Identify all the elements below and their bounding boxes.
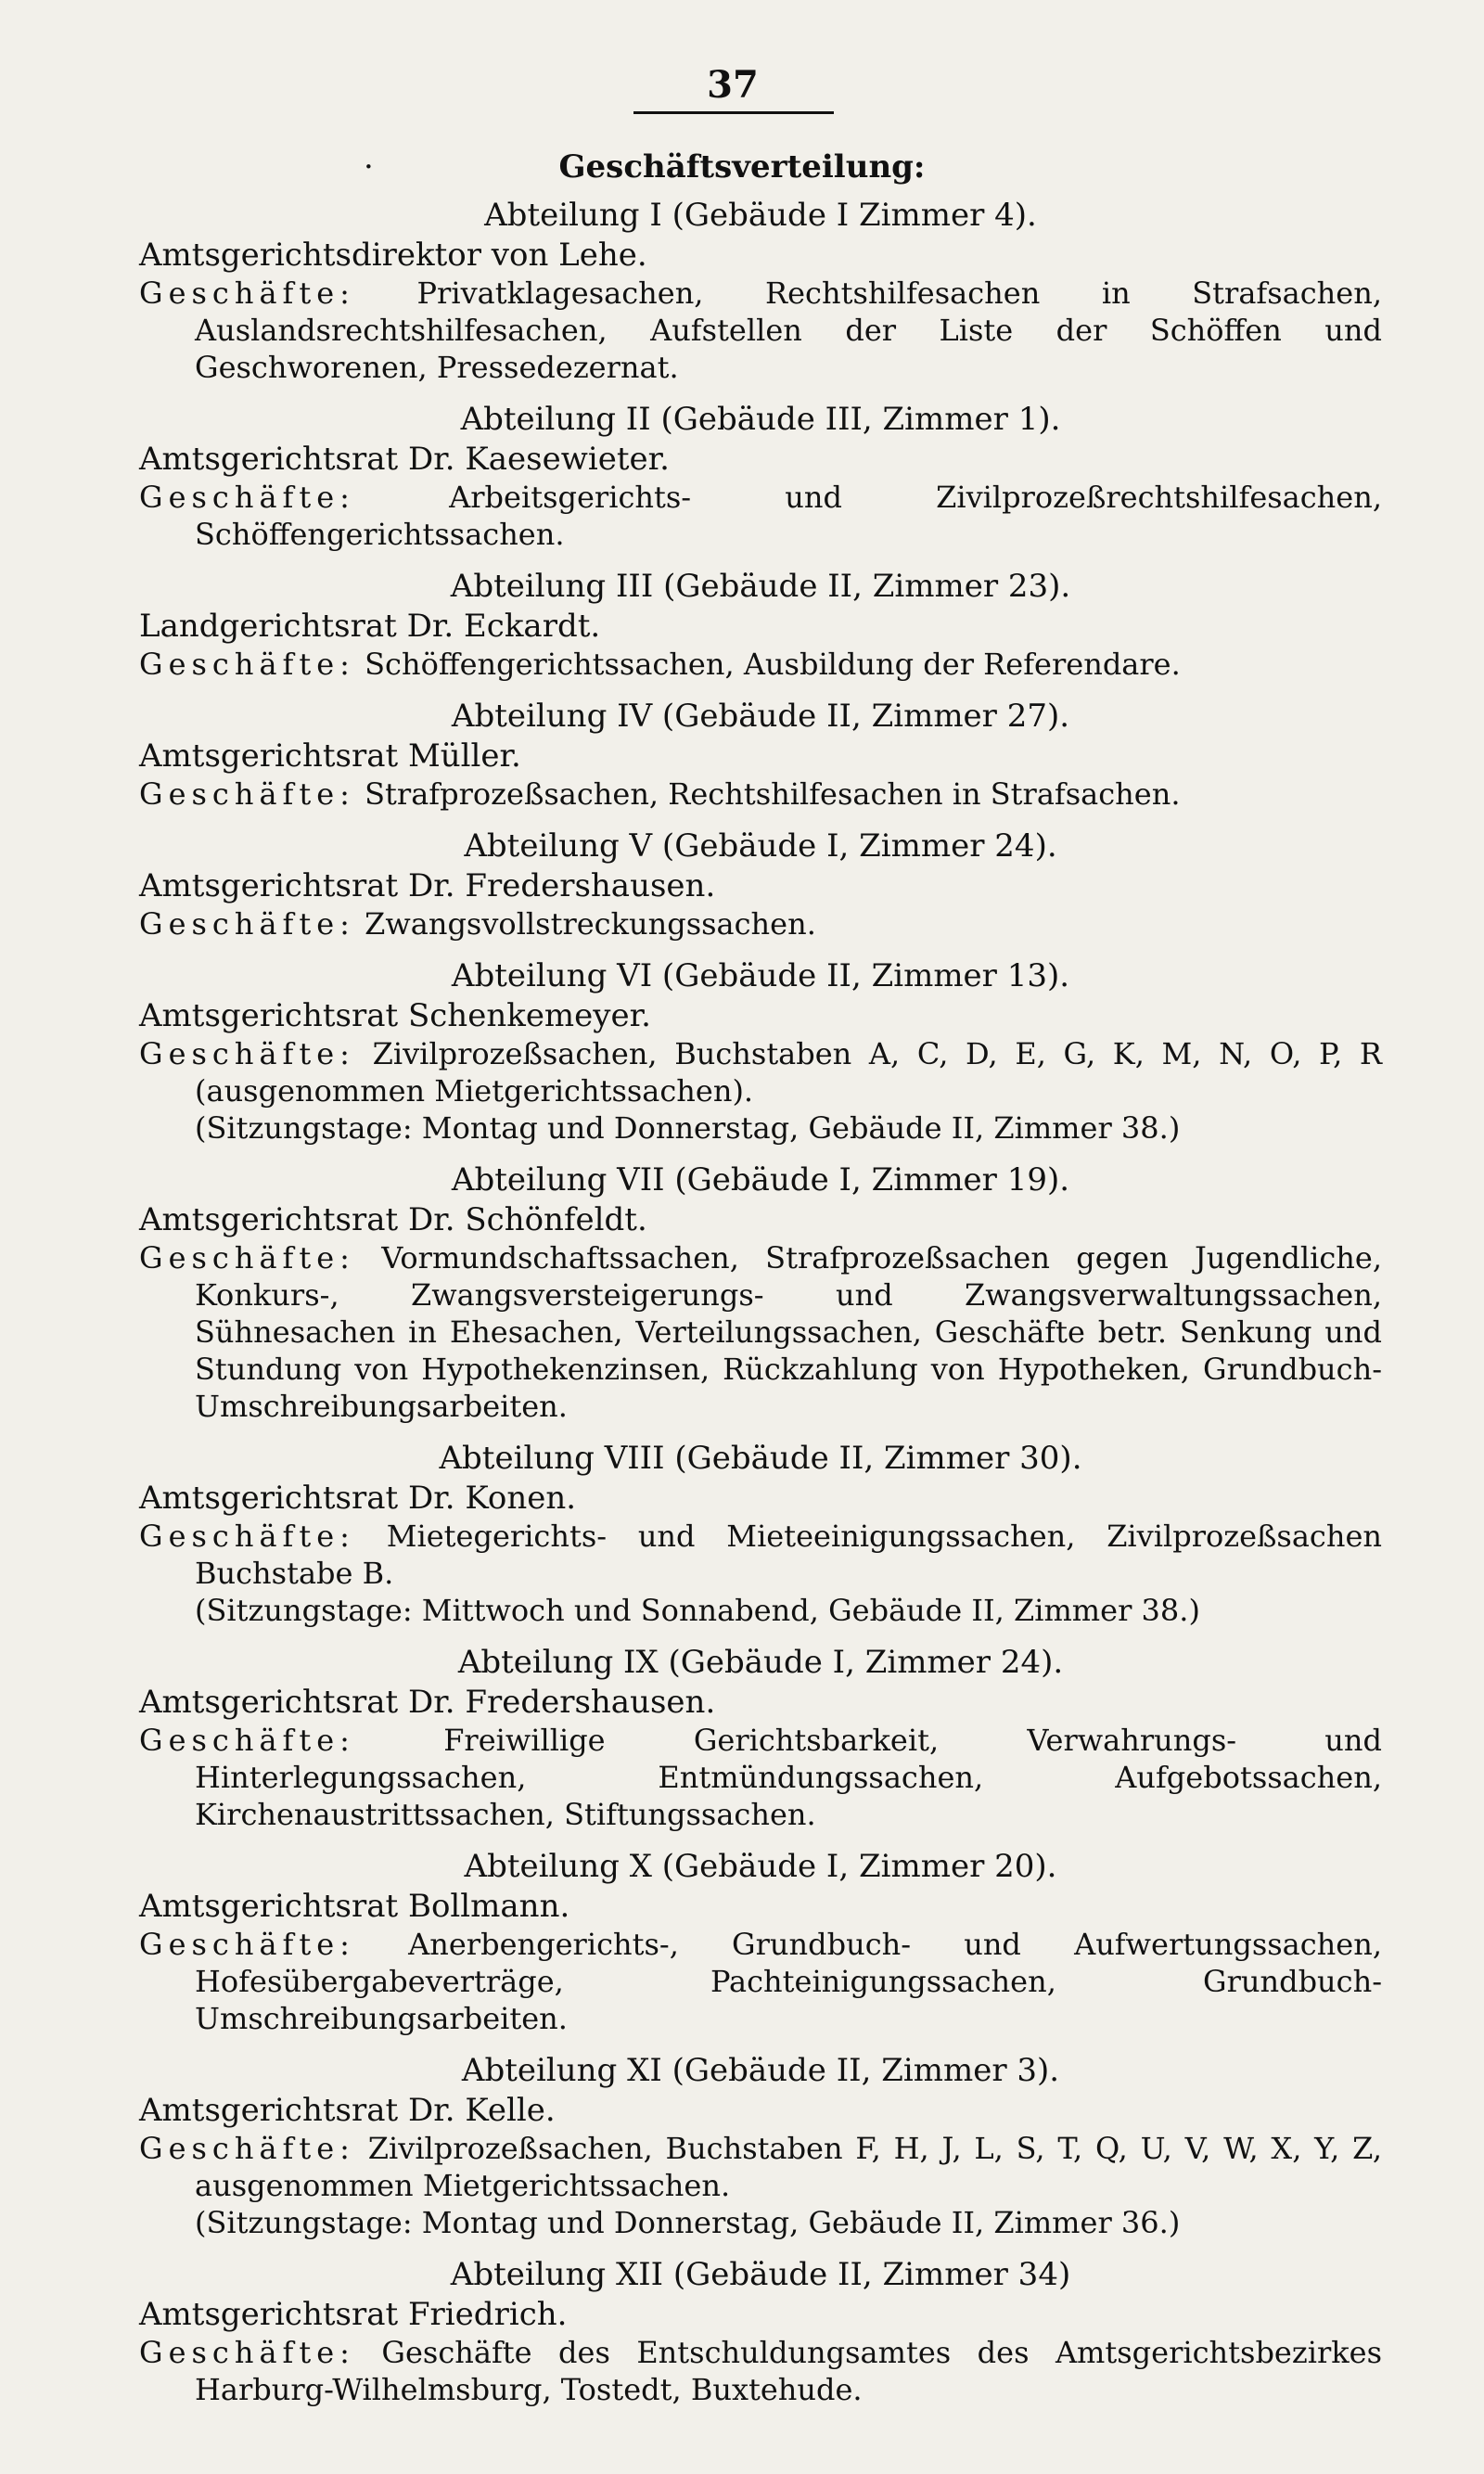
department-section (139, 195, 1382, 386)
duties-paragraph (139, 1518, 1382, 1592)
department-section (139, 2254, 1382, 2408)
session-days: (Sitzungstage: Mittwoch und Sonnabend, Gebäude II, Zimmer 38.) (195, 1593, 1200, 1628)
duties-label: Geschäfte: (139, 776, 355, 812)
department-section (139, 2050, 1382, 2241)
judge-name: Amtsgerichtsrat Dr. Schönfeldt. (139, 1201, 647, 1238)
duties-text: Geschäfte des Entschuldungsamtes des Amtsgerichtsbezirkes Harburg-Wilhelmsburg, Tostedt, Buxtehude. (195, 2335, 1383, 2407)
judge-name: Amtsgerichtsrat Dr. Konen. (139, 1480, 577, 1517)
department-title: Abteilung VIII (Gebäude II, Zimmer 30). (439, 1440, 1082, 1477)
judge-name: Amtsgerichtsrat Dr. Kaesewieter. (139, 441, 670, 478)
department-title: Abteilung XII (Gebäude II, Zimmer 34) (450, 2256, 1071, 2293)
session-days: (Sitzungstage: Montag und Donnerstag, Gebäude II, Zimmer 36.) (195, 2205, 1181, 2240)
duties-label: Geschäfte: (139, 1036, 355, 1071)
judge-name: Amtsgerichtsrat Müller. (139, 737, 521, 775)
duties-text: Freiwillige Gerichtsbarkeit, Verwahrungs- und Hinterlegungssachen, Entmündungssachen, Aufgebotssachen, Kirchenaustrittssachen, Stiftungssachen. (195, 1723, 1383, 1832)
duties-label: Geschäfte: (139, 1240, 355, 1275)
duties-label: Geschäfte: (139, 647, 355, 682)
department-section (139, 696, 1382, 813)
duties-label: Geschäfte: (139, 906, 355, 942)
duties-text: Vormundschaftssachen, Strafprozeßsachen gegen Jugendliche, Konkurs-, Zwangsversteigerungs- und Zwangsverwaltungssachen, Sühnesachen in Ehesachen, Verteilungssachen, Geschäfte betr. Senkung und Stundung von Hypothekenzinsen, Rückzahlung von Hypotheken, Grundbuch-Umschreibungsarbeiten. (195, 1240, 1383, 1424)
duties-paragraph (139, 2334, 1382, 2408)
duties-label: Geschäfte: (139, 1723, 355, 1758)
department-section (139, 1846, 1382, 2037)
department-list (139, 195, 1382, 2421)
duties-paragraph (139, 2130, 1382, 2204)
department-title: Abteilung VI (Gebäude II, Zimmer 13). (451, 957, 1070, 994)
duties-text: Privatklagesachen, Rechtshilfesachen in Strafsachen, Auslandsrechtshilfesachen, Aufstellen der Liste der Schöffen und Geschworenen, Pressedezernat. (195, 276, 1383, 385)
department-title: Abteilung X (Gebäude I, Zimmer 20). (464, 1848, 1057, 1885)
duties-paragraph (139, 1035, 1382, 1109)
duties-paragraph (139, 1239, 1382, 1425)
duties-paragraph (139, 1722, 1382, 1833)
judge-name: Amtsgerichtsrat Bollmann. (139, 1888, 570, 1925)
department-title: Abteilung IV (Gebäude II, Zimmer 27). (451, 698, 1070, 735)
department-section (139, 566, 1382, 683)
duties-text: Mietegerichts- und Mieteeinigungssachen, Zivilprozeßsachen Buchstabe B. (195, 1519, 1383, 1591)
duties-text: Strafprozeßsachen, Rechtshilfesachen in Strafsachen. (365, 776, 1181, 812)
duties-label: Geschäfte: (139, 1519, 355, 1554)
department-section (139, 1438, 1382, 1629)
duties-label: Geschäfte: (139, 1927, 355, 1962)
duties-paragraph (139, 275, 1382, 386)
judge-name: Amtsgerichtsrat Friedrich. (139, 2296, 568, 2333)
department-section (139, 826, 1382, 942)
department-title: Abteilung VII (Gebäude I, Zimmer 19). (451, 1161, 1070, 1199)
duties-text: Zivilprozeßsachen, Buchstaben A, C, D, E, G, K, M, N, O, P, R (ausgenommen Mietgerichtssachen). (195, 1036, 1383, 1109)
duties-paragraph (139, 776, 1382, 813)
duties-text: Zivilprozeßsachen, Buchstaben F, H, J, L, S, T, Q, U, V, W, X, Y, Z, ausgenommen Mietgerichtssachen. (195, 2131, 1383, 2203)
heading-mark: · (364, 148, 374, 186)
duties-paragraph (139, 646, 1382, 683)
duties-text: Zwangsvollstreckungssachen. (365, 906, 816, 942)
page-number-rule (633, 111, 834, 114)
page-heading (0, 148, 1484, 186)
duties-text: Schöffengerichtssachen, Ausbildung der Referendare. (365, 647, 1181, 682)
duties-label: Geschäfte: (139, 2335, 355, 2370)
duties-label: Geschäfte: (139, 480, 355, 515)
department-title: Abteilung I (Gebäude I Zimmer 4). (484, 197, 1037, 234)
department-section (139, 1642, 1382, 1833)
department-title: Abteilung II (Gebäude III, Zimmer 1). (460, 401, 1061, 438)
judge-name: Landgerichtsrat Dr. Eckardt. (139, 608, 601, 645)
department-title: Abteilung IX (Gebäude I, Zimmer 24). (457, 1644, 1064, 1681)
department-section (139, 955, 1382, 1147)
duties-label: Geschäfte: (139, 276, 355, 311)
duties-paragraph (139, 1926, 1382, 2037)
judge-name: Amtsgerichtsrat Schenkemeyer. (139, 997, 651, 1034)
session-days: (Sitzungstage: Montag und Donnerstag, Gebäude II, Zimmer 38.) (195, 1110, 1181, 1146)
duties-text: Arbeitsgerichts- und Zivilprozeßrechtshilfesachen, Schöffengerichtssachen. (195, 480, 1383, 552)
heading-text: Geschäftsverteilung: (558, 148, 926, 186)
department-title: Abteilung XI (Gebäude II, Zimmer 3). (461, 2052, 1060, 2089)
department-title: Abteilung V (Gebäude I, Zimmer 24). (464, 827, 1057, 865)
department-section (139, 399, 1382, 553)
judge-name: Amtsgerichtsdirektor von Lehe. (139, 237, 647, 274)
duties-paragraph (139, 905, 1382, 942)
page-number: 37 (707, 63, 759, 107)
duties-text: Anerbengerichts-, Grundbuch- und Aufwertungssachen, Hofesübergabeverträge, Pachteinigungssachen, Grundbuch-Umschreibungsarbeiten. (195, 1927, 1382, 2036)
department-section (139, 1160, 1382, 1425)
judge-name: Amtsgerichtsrat Dr. Fredershausen. (139, 1684, 716, 1721)
department-title: Abteilung III (Gebäude II, Zimmer 23). (450, 568, 1071, 605)
judge-name: Amtsgerichtsrat Dr. Fredershausen. (139, 867, 716, 904)
duties-paragraph (139, 479, 1382, 553)
duties-label: Geschäfte: (139, 2131, 355, 2166)
judge-name: Amtsgerichtsrat Dr. Kelle. (139, 2092, 556, 2129)
